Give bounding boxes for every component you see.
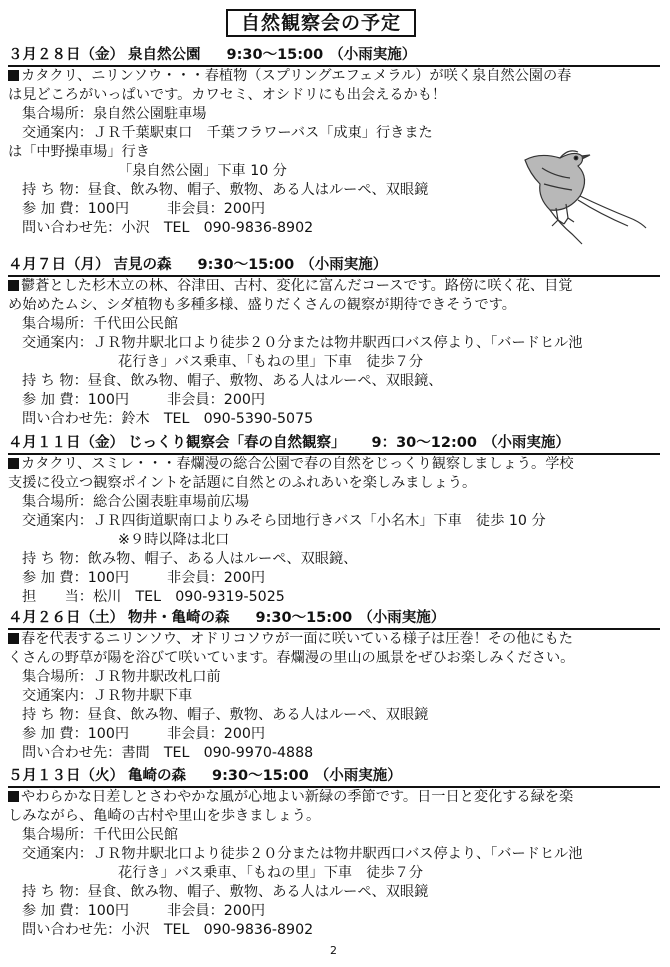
meeting-place: 集合場所：千代田公民館: [22, 827, 179, 843]
meeting-place: 集合場所：総合公園表駐車場前広場: [22, 494, 250, 510]
event-date: ４月２６日（土）: [8, 610, 124, 626]
event-description: は見どころがいっぱいです。カワセミ、オシドリにも出会えるかも！: [8, 87, 447, 103]
event-time: 9:30～15:00: [255, 610, 353, 626]
event-description: め始めたムシ、シダ植物も多種多様、盛りだくさんの観察が期待できそうです。: [8, 297, 516, 313]
event-header: [8, 256, 660, 277]
participation-fee: 参 加 費：100円 非会員：200円: [22, 570, 266, 586]
event-place: 亀崎の森: [128, 768, 186, 784]
event-section: [8, 609, 660, 763]
access-info: 交通案内：ＪＲ四街道駅南口よりみそら団地行きバス「小名木」下車 徒歩 10 分: [22, 513, 546, 529]
event-place: じっくり観察会「春の自然観察」: [128, 435, 346, 451]
event-time: 9:30～15:00: [226, 47, 324, 63]
bullet-square-icon: [8, 791, 19, 802]
event-note: （小雨実施）: [329, 47, 417, 63]
access-info: 交通案内：ＪＲ物井駅下車: [22, 688, 193, 704]
access-info: ※９時以降は北口: [118, 532, 230, 548]
event-note: （小雨実施）: [358, 610, 446, 626]
contact-info: 問い合わせ先：小沢 TEL 090-9836-8902: [22, 220, 314, 236]
participation-fee: 参 加 費：100円 非会員：200円: [22, 903, 266, 919]
meeting-place: 集合場所：千代田公民館: [22, 316, 179, 332]
event-section: [8, 434, 660, 607]
bird-illustration: [520, 138, 648, 248]
contact-info: 担 当：松川 TEL 090-9319-5025: [22, 589, 285, 605]
event-description: くさんの野草が陽を浴びて咲いています。春爛漫の里山の風景をぜひお楽しみください。: [8, 650, 575, 666]
meeting-place: 集合場所：泉自然公園駐車場: [22, 106, 207, 122]
page-title: 自然観察会の予定: [226, 9, 416, 37]
bullet-square-icon: [8, 633, 19, 644]
event-date: ５月１３日（火）: [8, 768, 124, 784]
event-section: [8, 767, 660, 940]
event-description: 鬱蒼とした杉木立の林、谷津田、古村、変化に富んだコースです。路傍に咲く花、目覚: [8, 277, 660, 296]
contact-info: 問い合わせ先：鈴木 TEL 090-5390-5075: [22, 411, 314, 427]
contact-info: 問い合わせ先：小沢 TEL 090-9836-8902: [22, 922, 314, 938]
event-description: 支援に役立つ観察ポイントを話題に自然とのふれあいを楽しみましょう。: [8, 475, 477, 491]
access-info: は「中野操車場」行き: [8, 144, 150, 160]
access-info: 交通案内：ＪＲ千葉駅東口 千葉フラワーバス「成東」行きまた: [22, 125, 433, 141]
event-header: [8, 767, 660, 788]
event-date: ４月７日（月）: [8, 257, 110, 273]
bullet-square-icon: [8, 458, 19, 469]
page-number: 2: [330, 944, 337, 957]
participation-fee: 参 加 費：100円 非会員：200円: [22, 392, 266, 408]
access-info: 交通案内：ＪＲ物井駅北口より徒歩２０分または物井駅西口バス停より、「バードヒル池: [22, 335, 583, 351]
event-description: しみながら、亀崎の古村や里山を歩きましょう。: [8, 808, 321, 824]
things-to-bring: 持 ち 物：昼食、飲み物、帽子、敷物、ある人はルーペ、双眼鏡、: [22, 373, 443, 389]
event-description: やわらかな日差しとさわやかな風が心地よい新緑の季節です。日一日と変化する緑を楽: [8, 788, 660, 807]
event-place: 吉見の森: [113, 257, 172, 273]
things-to-bring: 持 ち 物：昼食、飲み物、帽子、敷物、ある人はルーペ、双眼鏡: [22, 707, 429, 723]
participation-fee: 参 加 費：100円 非会員：200円: [22, 726, 266, 742]
event-date: ４月１１日（金）: [8, 435, 124, 451]
contact-info: 問い合わせ先：書間 TEL 090-9970-4888: [22, 745, 314, 761]
event-header: [8, 46, 660, 67]
event-place: 泉自然公園: [128, 47, 201, 63]
things-to-bring: 持 ち 物：飲み物、帽子、ある人はルーペ、双眼鏡、: [22, 551, 358, 567]
event-description: 春を代表するニリンソウ、オドリコソウが一面に咲いている様子は圧巻！その他にもた: [8, 630, 660, 649]
things-to-bring: 持 ち 物：昼食、飲み物、帽子、敷物、ある人はルーペ、双眼鏡: [22, 182, 429, 198]
bullet-square-icon: [8, 280, 19, 291]
event-time: 9:30～15:00: [197, 257, 295, 273]
event-note: （小雨実施）: [300, 257, 388, 273]
event-time: 9:30～15:00: [212, 768, 309, 784]
event-description: カタクリ、スミレ・・・春爛漫の総合公園で春の自然をじっくり観察しましょう。学校: [8, 455, 660, 474]
participation-fee: 参 加 費：100円 非会員：200円: [22, 201, 266, 217]
meeting-place: 集合場所：ＪＲ物井駅改札口前: [22, 669, 221, 685]
event-header: [8, 434, 660, 455]
access-info: 花行き」バス乗車、「もねの里」下車 徒歩７分: [118, 865, 424, 881]
event-description: カタクリ、ニリンソウ・・・春植物（スプリングエフェメラル）が咲く泉自然公園の春: [8, 67, 660, 86]
event-date: ３月２８日（金）: [8, 47, 124, 63]
bullet-square-icon: [8, 70, 19, 81]
event-note: （小雨実施）: [314, 768, 402, 784]
event-header: [8, 609, 660, 630]
access-info: 「泉自然公園」下車 10 分: [118, 163, 287, 179]
event-section: [8, 256, 660, 429]
event-place: 物井・亀崎の森: [128, 610, 230, 626]
event-time: 9：30～12:00: [371, 435, 477, 451]
access-info: 交通案内：ＪＲ物井駅北口より徒歩２０分または物井駅西口バス停より、「バードヒル池: [22, 846, 583, 862]
access-info: 花行き」バス乗車、「もねの里」下車 徒歩７分: [118, 354, 424, 370]
event-note: （小雨実施）: [482, 435, 570, 451]
things-to-bring: 持 ち 物：昼食、飲み物、帽子、敷物、ある人はルーペ、双眼鏡: [22, 884, 429, 900]
